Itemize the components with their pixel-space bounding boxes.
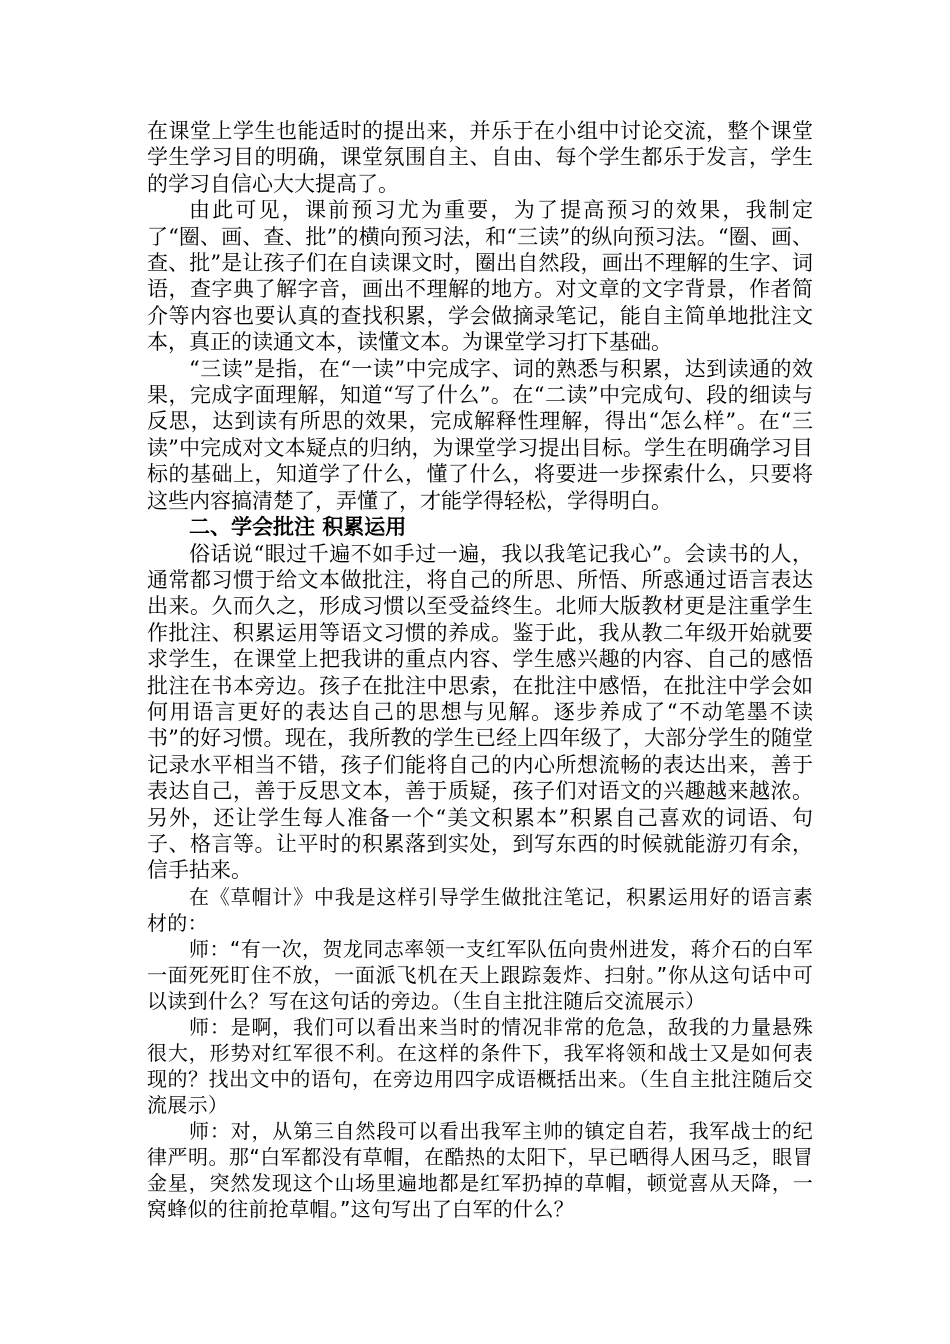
document-body bbox=[147, 118, 813, 1222]
body-paragraph-2: 由此可见，课前预习尤为重要，为了提高预习的效果，我制定了“圈、画、查、批”的横向预习法，和“三读”的纵向预习法。“圈、画、查、批”是让孩子们在自读课文时，圈出自然段，画出不理解的生字、词语，查字典了解字音，画出不理解的地方。对文章的文字背景，作者简介等内容也要认真的查找积累，学会做摘录笔记，能自主简单地批注文本，真正的读通文本，读懂文本。为课堂学习打下基础。 bbox=[147, 198, 813, 355]
section-paragraph-1: 俗话说“眼过千遍不如手过一遍，我以我笔记我心”。会读书的人，通常都习惯于给文本做批注，将自己的所思、所悟、所惑通过语言表达出来。久而久之，形成习惯以至受益终生。北师大版教材更是注重学生作批注、积累运用等语文习惯的养成。鉴于此，我从教二年级开始就要求学生，在课堂上把我讲的重点内容、学生感兴趣的内容、自己的感悟批注在书本旁边。孩子在批注中思索，在批注中感悟，在批注中学会如何用语言更好的表达自己的思想与见解。逐步养成了“不动笔墨不读书”的好习惯。现在，我所教的学生已经上四年级了，大部分学生的随堂记录水平相当不错，孩子们能将自己的内心所想流畅的表达出来，善于表达自己，善于反思文本，善于质疑，孩子们对语文的兴趣越来越浓。另外，还让学生每人准备一个“美文积累本”积累自己喜欢的词语、句子、格言等。让平时的积累落到实处，到写东西的时候就能游刃有余，信手拈来。 bbox=[147, 541, 813, 883]
teacher-dialogue-2: 师：是啊，我们可以看出来当时的情况非常的危急，敌我的力量悬殊很大，形势对红军很不利。在这样的条件下，我军将领和战士又是如何表现的？找出文中的语句，在旁边用四字成语概括出来。（生自主批注随后交流展示） bbox=[147, 1014, 813, 1117]
teacher-dialogue-1: 师：“有一次，贺龙同志率领一支红军队伍向贵州进发，蒋介石的白军一面死死盯住不放，一面派飞机在天上跟踪轰炸、扫射。”你从这句话中可以读到什么？写在这句话的旁边。（生自主批注随后交流展示） bbox=[147, 936, 813, 1013]
body-paragraph-1: 在课堂上学生也能适时的提出来，并乐于在小组中讨论交流，整个课堂学生学习目的明确，课堂氛围自主、自由、每个学生都乐于发言，学生的学习自信心大大提高了。 bbox=[147, 119, 813, 196]
section-paragraph-2: 在《草帽计》中我是这样引导学生做批注笔记，积累运用好的语言素材的： bbox=[147, 884, 813, 935]
body-paragraph-3: “三读”是指，在“一读”中完成字、词的熟悉与积累，达到读通的效果，完成字面理解，知道“写了什么”。在“二读”中完成句、段的细读与反思，达到读有所思的效果，完成解释性理解，得出“怎么样”。在“三读”中完成对文本疑点的归纳，为课堂学习提出目标。学生在明确学习目标的基础上，知道学了什么，懂了什么，将要进一步探索什么，只要将这些内容搞清楚了，弄懂了，才能学得轻松，学得明白。 bbox=[147, 356, 813, 513]
teacher-dialogue-3: 师：对，从第三自然段可以看出我军主帅的镇定自若，我军战士的纪律严明。那“白军都没有草帽，在酷热的太阳下，早已晒得人困马乏，眼冒金星，突然发现这个山场里遍地都是红军扔掉的草帽，顿觉喜从天降，一窝蜂似的往前抢草帽。”这句写出了白军的什么？ bbox=[147, 1118, 813, 1221]
section-heading: 二、学会批注 积累运用 bbox=[189, 515, 407, 540]
